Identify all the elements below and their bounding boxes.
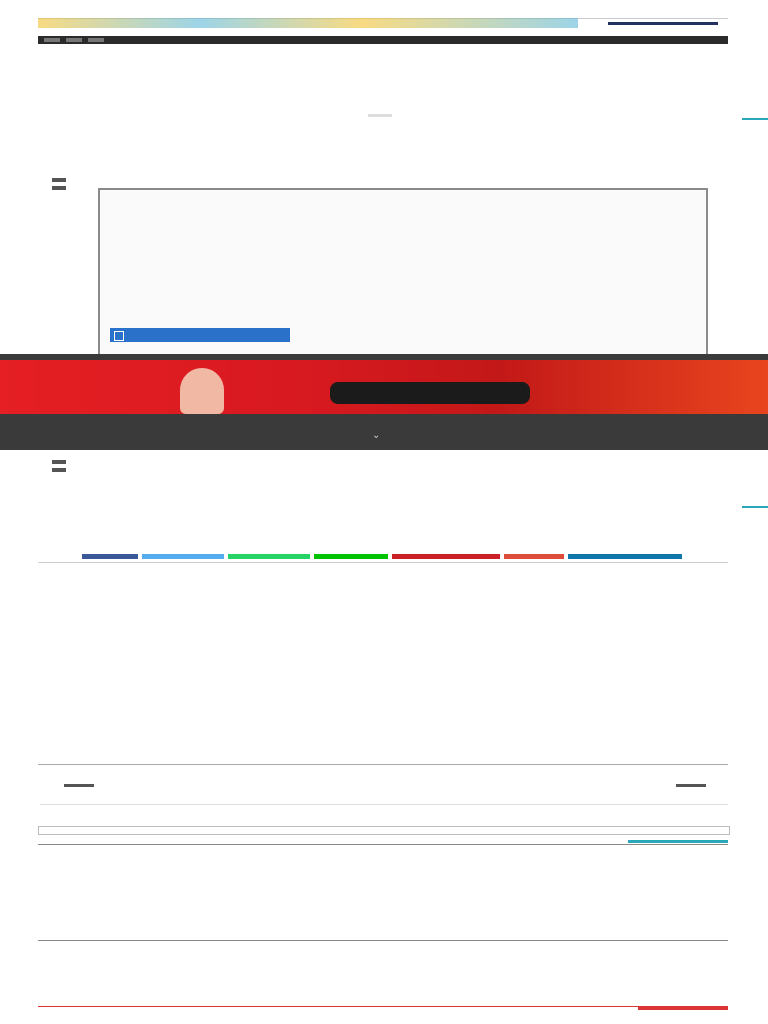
latest-articles-section xyxy=(38,834,728,845)
side-dash xyxy=(742,506,768,508)
banner-graphic xyxy=(38,18,578,28)
related-articles-carousel xyxy=(40,770,728,805)
share-twitter-button[interactable] xyxy=(142,554,224,559)
article-intro xyxy=(40,66,728,114)
share-line-button[interactable] xyxy=(314,554,388,559)
model-photo xyxy=(180,368,224,414)
arrow-left-icon[interactable] xyxy=(64,784,94,787)
bullet-icon xyxy=(52,186,66,190)
nav-item[interactable] xyxy=(44,38,60,42)
share-pinterest-button[interactable] xyxy=(392,554,500,559)
footer-accent-bar xyxy=(638,1006,728,1010)
divider xyxy=(38,764,728,765)
chevron-down-icon[interactable]: ⌄ xyxy=(372,430,381,441)
nav-item[interactable] xyxy=(66,38,82,42)
download-button[interactable] xyxy=(110,328,290,342)
share-facebook-button[interactable] xyxy=(82,554,138,559)
footer xyxy=(38,1006,728,1017)
product-photo xyxy=(330,382,530,404)
share-bar xyxy=(82,554,682,560)
toc-item[interactable] xyxy=(52,174,352,182)
arrow-right-icon[interactable] xyxy=(676,784,706,787)
article-closing xyxy=(40,472,728,506)
toc-item[interactable] xyxy=(52,464,352,472)
side-dash xyxy=(742,118,768,120)
site-banner[interactable] xyxy=(38,16,728,32)
share-whatsapp-button[interactable] xyxy=(228,554,310,559)
sample-letter-box xyxy=(98,188,708,360)
section-accent-bar xyxy=(628,840,728,843)
main-navigation xyxy=(38,36,728,44)
toc-item[interactable] xyxy=(52,456,352,464)
banner-divider xyxy=(608,22,718,25)
nav-item[interactable] xyxy=(88,38,104,42)
document-icon xyxy=(114,331,124,341)
share-linkedin-button[interactable] xyxy=(568,554,682,559)
promo-banner[interactable] xyxy=(0,360,768,414)
scroll-ad-overlay[interactable] xyxy=(0,354,768,450)
latest-letters-section xyxy=(38,930,728,941)
share-googleplus-button[interactable] xyxy=(504,554,564,559)
divider xyxy=(38,562,728,563)
ad-placeholder xyxy=(368,114,392,117)
